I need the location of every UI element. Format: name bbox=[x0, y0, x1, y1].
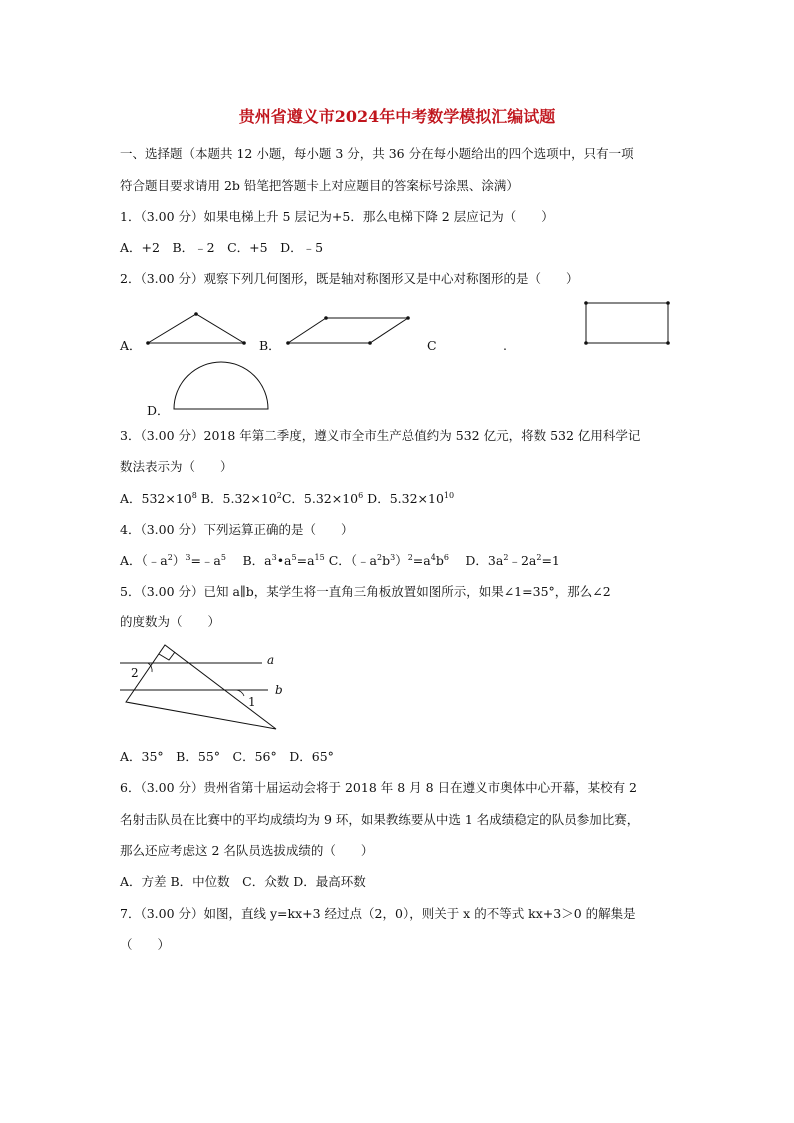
q5-stem-line1: 5．（3.00 分）已知 a∥b，某学生将一直角三角板放置如图所示，如果∠1=35°，那么∠2 bbox=[120, 584, 611, 599]
q1-options: A．+2 B．﹣2 C．+5 D．﹣5 bbox=[120, 240, 324, 255]
q2-label-a: A． bbox=[120, 338, 142, 353]
label-b: b bbox=[275, 683, 283, 697]
label-2: 2 bbox=[131, 666, 139, 680]
q6-stem-line2: 名射击队员在比赛中的平均成绩均为 9 环，如果教练要从中选 1 名成绩稳定的队员参加比赛， bbox=[120, 812, 640, 827]
q3-stem-line1: 3．（3.00 分）2018 年第二季度，遵义市全市生产总值约为 532 亿元，将数 532 亿用科学记 bbox=[120, 428, 641, 443]
section-heading-line1: 一、选择题（本题共 12 小题，每小题 3 分，共 36 分在每小题给出的四个选项中，只有一项 bbox=[120, 146, 634, 161]
q2-label-c: C bbox=[427, 338, 437, 353]
q3-stem-line2: 数法表示为（ ） bbox=[120, 459, 233, 474]
q6-stem-line1: 6．（3.00 分）贵州省第十届运动会将于 2018 年 8 月 8 日在遵义市奥体中心开幕，某校有 2 bbox=[120, 780, 637, 795]
q2-label-c-dot: . bbox=[503, 338, 507, 353]
q2-stem: 2．（3.00 分）观察下列几何图形，既是轴对称图形又是中心对称图形的是（ ） bbox=[120, 271, 579, 286]
q7-stem-line1: 7．（3.00 分）如图，直线 y=kx+3 经过点（2，0），则关于 x 的不等式 kx+3＞0 的解集是 bbox=[120, 906, 636, 921]
set-square bbox=[126, 645, 276, 729]
label-1: 1 bbox=[248, 695, 256, 709]
q7-stem-line2: （ ） bbox=[120, 937, 171, 952]
page-title: 贵州省遵义市2024年中考数学模拟汇编试题 bbox=[238, 107, 556, 126]
right-angle-mark bbox=[159, 652, 175, 660]
q4-options: A．$(﹣a^2)^3=﹣a^5$ B．$a^3•a^5=a^{15}$ C．$(﹣a^2b^3)^2=a^4b^6$ D．$3a^2﹣2a^2=1$ bbox=[120, 553, 560, 568]
q6-stem-line3: 那么还应考虑这 2 名队员选拔成绩的（ ） bbox=[120, 843, 374, 858]
q5-stem-line2: 的度数为（ ） bbox=[120, 614, 221, 629]
label-a: a bbox=[267, 653, 275, 667]
q2-label-d: D． bbox=[147, 403, 170, 418]
q4-stem: 4．（3.00 分）下列运算正确的是（ ） bbox=[120, 522, 354, 537]
q2-label-b: B． bbox=[259, 338, 281, 353]
angle-1-arc bbox=[236, 690, 244, 696]
q1-stem: 1．（3.00 分）如果电梯上升 5 层记为+5．那么电梯下降 2 层应记为（ ） bbox=[120, 209, 554, 224]
section-heading-line2: 符合题目要求请用 2b 铅笔把答题卡上对应题目的答案标号涂黑、涂满） bbox=[120, 178, 519, 193]
q3-options: A．$532\times 10^8$ B．$5.32\times 10^2C$．$5.32\times 10^6$ D．$5.32\times 10^{10}$ bbox=[120, 491, 455, 506]
q6-options: A．方差 B．中位数 C．众数 D．最高环数 bbox=[120, 874, 366, 889]
q5-options: A．35° B．55° C．56° D．65° bbox=[120, 749, 334, 764]
